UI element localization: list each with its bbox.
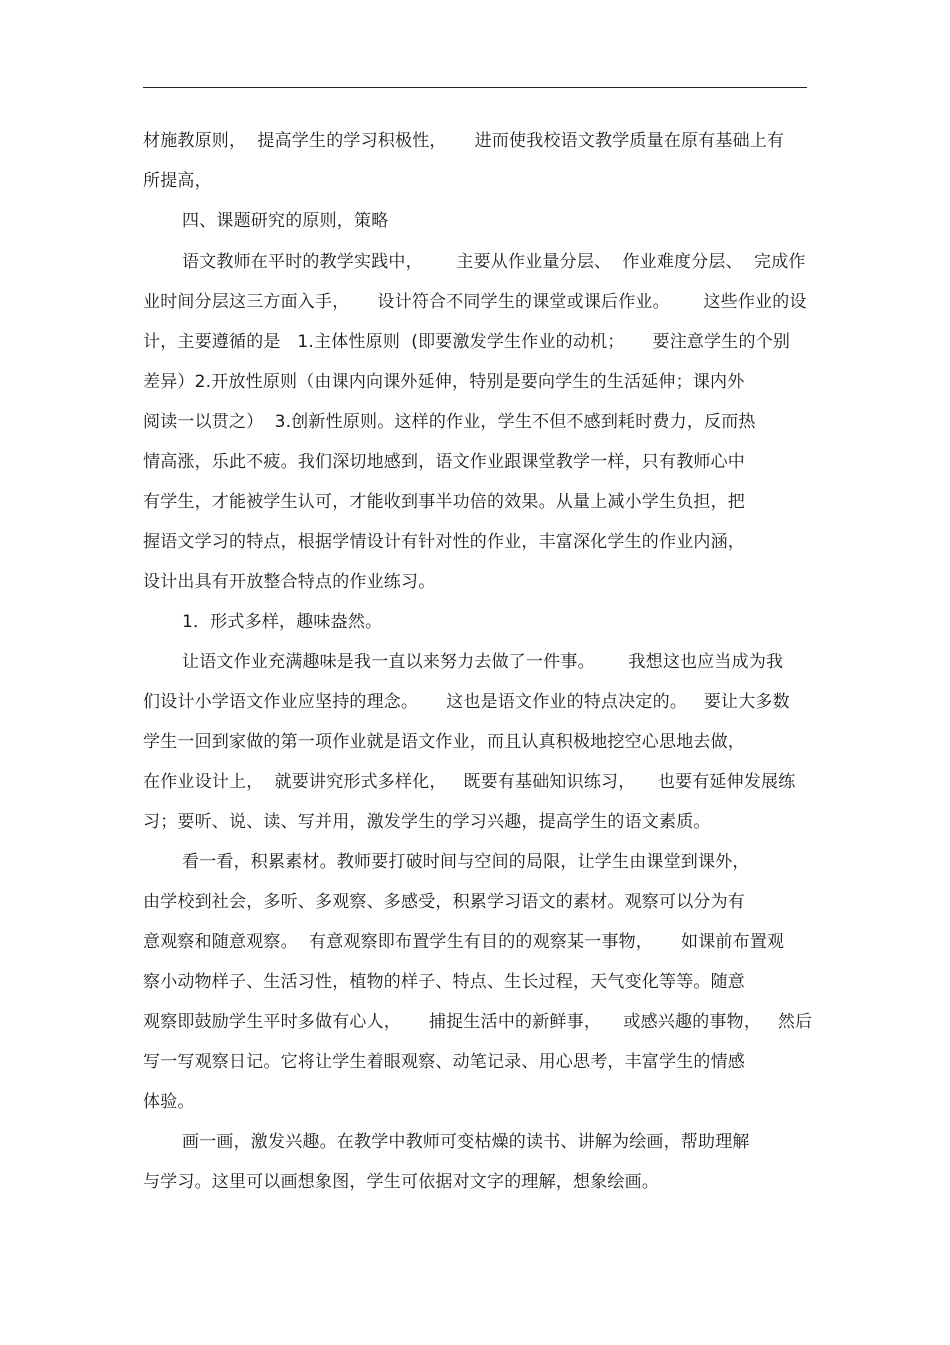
text-line: 学生一回到家做的第一项作业就是语文作业，而且认真积极地挖空心思地去做， — [143, 732, 745, 752]
text-line: 写一写观察日记。它将让学生着眼观察、动笔记录、用心思考，丰富学生的情感 — [143, 1052, 745, 1072]
text-line: 设计出具有开放整合特点的作业练习。 — [143, 572, 436, 592]
header-rule — [143, 87, 807, 88]
subsection-heading: 1．形式多样，趣味盎然。 — [182, 612, 383, 632]
text-line: 在作业设计上， 就要讲究形式多样化， 既要有基础知识练习， 也要有延伸发展练 — [143, 772, 796, 792]
text-line: 观察即鼓励学生平时多做有心人， 捕捉生活中的新鲜事， 或感兴趣的事物， 然后 — [143, 1012, 813, 1032]
text-line: 意观察和随意观察。 有意观察即布置学生有目的的观察某一事物， 如课前布置观 — [143, 932, 785, 952]
text-line: 语文教师在平时的教学实践中， 主要从作业量分层、 作业难度分层、 完成作 — [182, 252, 806, 272]
text-line: 察小动物样子、生活习性，植物的样子、特点、生长过程，天气变化等等。随意 — [143, 972, 745, 992]
text-line: 看一看，积累素材。教师要打破时间与空间的局限，让学生由课堂到课外， — [182, 852, 750, 872]
section-heading: 四、课题研究的原则，策略 — [182, 211, 389, 231]
text-line: 们设计小学语文作业应坚持的理念。 这也是语文作业的特点决定的。 要让大多数 — [143, 692, 790, 712]
text-line: 有学生，才能被学生认可，才能收到事半功倍的效果。从量上减小学生负担，把 — [143, 492, 745, 512]
text-line: 让语文作业充满趣味是我一直以来努力去做了一件事。 我想这也应当成为我 — [182, 652, 784, 672]
text-line: 计，主要遵循的是 1.主体性原则 (即要激发学生作业的动机； 要注意学生的个别 — [143, 332, 791, 352]
text-line: 由学校到社会，多听、多观察、多感受，积累学习语文的素材。观察可以分为有 — [143, 892, 745, 912]
text-line: 习；要听、说、读、写并用，激发学生的学习兴趣，提高学生的语文素质。 — [143, 812, 711, 832]
text-line: 差异）2.开放性原则（由课内向课外延伸，特别是要向学生的生活延伸；课内外 — [143, 372, 745, 392]
text-line: 业时间分层这三方面入手， 设计符合不同学生的课堂或课后作业。 这些作业的设 — [143, 292, 807, 312]
text-line: 画一画，激发兴趣。在教学中教师可变枯燥的读书、讲解为绘画，帮助理解 — [182, 1132, 750, 1152]
text-line: 体验。 — [143, 1092, 195, 1112]
text-line: 材施教原则， 提高学生的学习积极性， 进而使我校语文教学质量在原有基础上有 — [143, 131, 785, 151]
text-line: 与学习。这里可以画想象图，学生可依据对文字的理解，想象绘画。 — [143, 1172, 659, 1192]
text-line: 阅读一以贯之） 3.创新性原则。这样的作业，学生不但不感到耗时费力，反而热 — [143, 412, 756, 432]
text-line: 所提高， — [143, 171, 212, 191]
text-line: 情高涨，乐此不疲。我们深切地感到，语文作业跟课堂教学一样，只有教师心中 — [143, 452, 745, 472]
text-line: 握语文学习的特点，根据学情设计有针对性的作业，丰富深化学生的作业内涵， — [143, 532, 745, 552]
